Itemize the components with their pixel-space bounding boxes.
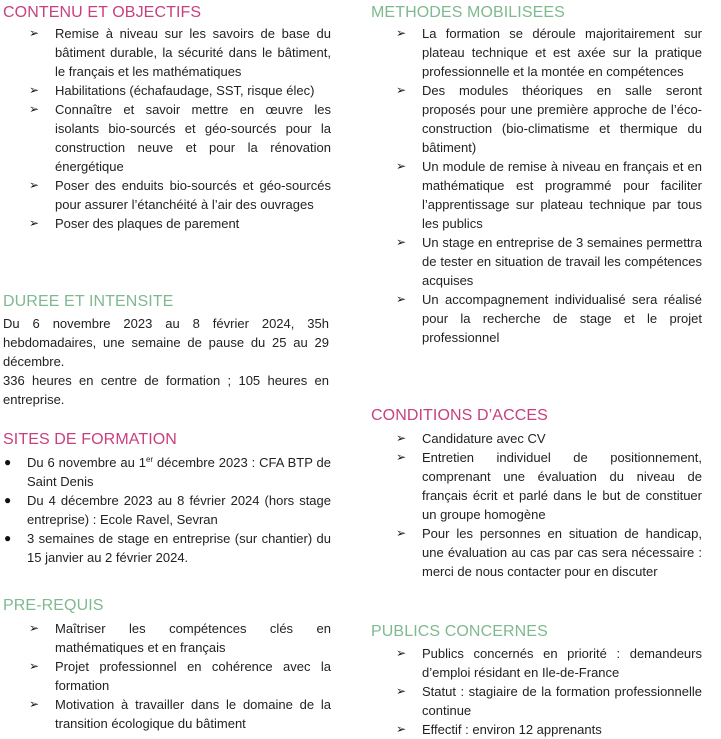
arrow-bullet-icon: ➢ [396, 450, 407, 464]
arrow-bullet-icon: ➢ [396, 26, 407, 40]
arrow-bullet-icon: ➢ [29, 697, 40, 711]
conditions-list [396, 429, 702, 581]
list-item: ● Du 4 décembre 2023 au 8 février 2024 (hors stage entreprise) : Ecole Ravel, Sevran [4, 493, 331, 527]
arrow-bullet-icon: ➢ [29, 83, 40, 97]
list-item: ➢ Effectif : environ 12 apprenants [396, 722, 602, 737]
list-item: ➢ Poser des enduits bio-sourcés et géo-sourcés pour assurer l’étanchéité à l’air des ouvrages [29, 178, 331, 212]
list-item: ➢ Publics concernés en priorité : demandeurs d’emploi résidant en Ile-de-France [396, 646, 702, 680]
arrow-bullet-icon: ➢ [396, 431, 407, 445]
list-item: ➢ Poser des plaques de parement [29, 216, 240, 231]
methodes-list [396, 24, 702, 347]
dot-bullet-icon: ● [4, 493, 12, 507]
list-item: ● Du 6 novembre au 1er décembre 2023 : CFA BTP de Saint Denis [4, 455, 331, 489]
publics-list [396, 644, 702, 739]
list-item: ➢ Un accompagnement individualisé sera réalisé pour la recherche de stage et le projet professionnel [396, 292, 702, 345]
arrow-bullet-icon: ➢ [396, 722, 407, 736]
duree-paragraph-1: Du 6 novembre 2023 au 8 février 2024, 35h hebdomadaires, une semaine de pause du 25 au 29 décembre. [3, 316, 329, 369]
arrow-bullet-icon: ➢ [396, 684, 407, 698]
arrow-bullet-icon: ➢ [29, 216, 40, 230]
duree-paragraph-2: 336 heures en centre de formation ; 105 heures en entreprise. [3, 373, 329, 407]
arrow-bullet-icon: ➢ [29, 26, 40, 40]
arrow-bullet-icon: ➢ [396, 646, 407, 660]
prerequis-title: PRE-REQUIS [3, 597, 104, 614]
dot-bullet-icon: ● [4, 531, 12, 545]
prerequis-list [29, 619, 331, 733]
arrow-bullet-icon: ➢ [396, 83, 407, 97]
list-item: ➢ Des modules théoriques en salle seront proposés pour une première approche de l’éco-construction (bio-climatisme et thermique du bâtiment) [396, 83, 702, 155]
arrow-bullet-icon: ➢ [396, 526, 407, 540]
list-item: ➢ Candidature avec CV [396, 431, 546, 446]
dot-bullet-icon: ● [4, 455, 12, 469]
arrow-bullet-icon: ➢ [29, 178, 40, 192]
list-item: ➢ La formation se déroule majoritairement sur plateau technique et est axée sur la pratique professionnelle et la montée en compétences [396, 26, 702, 79]
arrow-bullet-icon: ➢ [29, 102, 40, 116]
list-item: ➢ Entretien individuel de positionnement, comprenant une évaluation du niveau de français écrit et parlé dans le but de constituer un groupe homogène [396, 450, 702, 522]
list-item: ➢ Projet professionnel en cohérence avec la formation [29, 659, 331, 693]
list-item: ➢ Motivation à travailler dans le domaine de la transition écologique du bâtiment [29, 697, 331, 731]
arrow-bullet-icon: ➢ [396, 292, 407, 306]
list-item: ➢ Remise à niveau sur les savoirs de base du bâtiment durable, la sécurité dans le bâtiment, le français et les mathématiques [29, 26, 331, 79]
duree-title: DUREE ET INTENSITE [3, 293, 174, 310]
list-item: ● 3 semaines de stage en entreprise (sur chantier) du 15 janvier au 2 février 2024. [4, 531, 331, 565]
list-item: ➢ Connaître et savoir mettre en œuvre les isolants bio-sourcés et géo-sourcés pour la construction neuve et pour la rénovation énergétique [29, 102, 331, 174]
publics-title: PUBLICS CONCERNES [371, 623, 548, 640]
sites-title: SITES DE FORMATION [3, 431, 177, 448]
arrow-bullet-icon: ➢ [396, 235, 407, 249]
methodes-title: METHODES MOBILISEES [371, 4, 565, 21]
arrow-bullet-icon: ➢ [396, 159, 407, 173]
conditions-title: CONDITIONS D’ACCES [371, 407, 548, 424]
arrow-bullet-icon: ➢ [29, 621, 40, 635]
list-item: ➢ Un module de remise à niveau en français et en mathématique est programmé pour faciliter l’apprentissage sur plateau technique par tous les publics [396, 159, 702, 231]
arrow-bullet-icon: ➢ [29, 659, 40, 673]
contenu-list [29, 24, 331, 233]
contenu-title: CONTENU ET OBJECTIFS [3, 4, 202, 21]
list-item: ➢ Statut : stagiaire de la formation professionnelle continue [396, 684, 702, 718]
sites-list [4, 453, 331, 567]
list-item: ➢ Un stage en entreprise de 3 semaines permettra de tester en situation de travail les compétences acquises [396, 235, 702, 288]
list-item: ➢ Pour les personnes en situation de handicap, une évaluation au cas par cas sera nécessaire : merci de nous contacter pour en discuter [396, 526, 702, 579]
list-item: ➢ Maîtriser les compétences clés en mathématiques et en français [29, 621, 331, 655]
list-item: ➢ Habilitations (échafaudage, SST, risque élec) [29, 83, 315, 98]
